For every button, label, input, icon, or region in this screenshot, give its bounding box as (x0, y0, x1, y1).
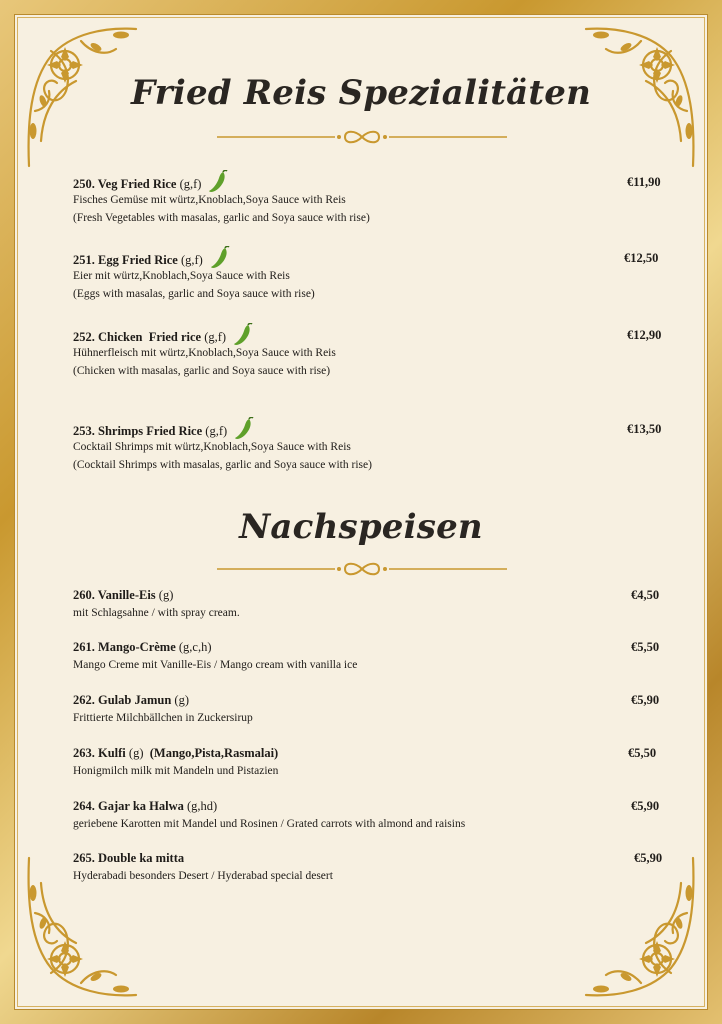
item-price: €5,50 (628, 746, 657, 760)
menu-item (73, 326, 662, 380)
item-allergens: (g) (155, 588, 174, 602)
item-description: Frittierte Milchbällchen in Zuckersirup (73, 712, 253, 724)
item-price: €12,90 (627, 328, 662, 342)
item-price: €5,90 (631, 799, 660, 813)
item-name: 263. Kulfi (73, 746, 126, 760)
item-description-en: (Eggs with masalas, garlic and Soya sauce with rise) (73, 288, 315, 300)
section-heading-fried-rice: Fried Reis Spezialitäten (130, 73, 592, 113)
menu-item (73, 744, 657, 780)
item-allergens: (g,f) (177, 252, 203, 267)
menu-item (73, 797, 660, 833)
ornamental-divider-icon (217, 130, 507, 144)
item-name: 261. Mango-Crème (73, 640, 176, 654)
item-name: 260. Vanille-Eis (73, 588, 156, 602)
item-name: 253. Shrimps Fried Rice (73, 423, 203, 438)
section-heading-desserts: Nachspeisen (239, 507, 483, 547)
item-name: 251. Egg Fried Rice (73, 252, 178, 267)
item-description-de: Cocktail Shrimps mit würtz,Knoblach,Soya Sauce with Reis (73, 441, 351, 453)
item-price: €13,50 (627, 422, 662, 436)
item-description-de: Eier mit würtz,Knoblach,Soya Sauce with Reis (73, 270, 290, 282)
item-allergens: (g,f) (176, 176, 202, 191)
item-price: €12,50 (624, 251, 659, 265)
item-allergens: (g,hd) (183, 799, 218, 813)
item-allergens: (g,c,h) (175, 640, 212, 654)
menu-item (73, 586, 660, 622)
chili-pepper-icon (209, 246, 231, 270)
item-description: Mango Creme mit Vanille-Eis / Mango cream with vanilla ice (73, 659, 358, 671)
item-price: €5,90 (634, 851, 663, 865)
item-description-de: Fisches Gemüse mit würtz,Knoblach,Soya Sauce with Reis (73, 194, 346, 206)
item-price: €4,50 (631, 588, 660, 602)
item-name: 265. Double ka mitta (73, 851, 185, 865)
item-variants: (Mango,Pista,Rasmalai) (149, 746, 279, 760)
item-name: 264. Gajar ka Halwa (73, 799, 184, 813)
item-description-en: (Cocktail Shrimps with masalas, garlic and Soya sauce with rise) (73, 459, 372, 471)
item-allergens: (g) (171, 693, 189, 707)
item-price: €5,50 (631, 640, 660, 654)
item-description-de: Hühnerfleisch mit würtz,Knoblach,Soya Sauce with Reis (73, 347, 336, 359)
menu-item (73, 249, 659, 303)
menu-paper (14, 14, 708, 1010)
item-description: Hyderabadi besonders Desert / Hyderabad special desert (73, 870, 333, 882)
item-description: Honigmilch milk mit Mandeln und Pistazien (73, 765, 279, 777)
chili-pepper-icon (207, 170, 229, 194)
ornamental-divider-icon (217, 562, 507, 576)
item-description-en: (Fresh Vegetables with masalas, garlic and Soya sauce with rise) (73, 212, 370, 224)
item-price: €11,90 (627, 175, 661, 189)
item-description: mit Schlagsahne / with spray cream. (73, 607, 240, 619)
item-description: geriebene Karotten mit Mandel und Rosinen / Grated carrots with almond and raisins (73, 818, 466, 830)
chili-pepper-icon (232, 323, 254, 347)
item-name: 250. Veg Fried Rice (73, 176, 177, 191)
menu-item (73, 638, 660, 674)
item-allergens: (g,f) (201, 329, 227, 344)
item-price: €5,90 (631, 693, 660, 707)
item-name: 252. Chicken Fried rice (73, 329, 202, 344)
menu-item (73, 691, 660, 727)
item-name: 262. Gulab Jamun (73, 693, 172, 707)
chili-pepper-icon (233, 417, 255, 441)
item-allergens: (g) (125, 746, 150, 760)
menu-item (73, 420, 662, 474)
menu-item (73, 849, 663, 885)
item-description-en: (Chicken with masalas, garlic and Soya sauce with rise) (73, 365, 331, 377)
item-allergens: (g,f) (202, 423, 228, 438)
menu-item (73, 173, 661, 227)
